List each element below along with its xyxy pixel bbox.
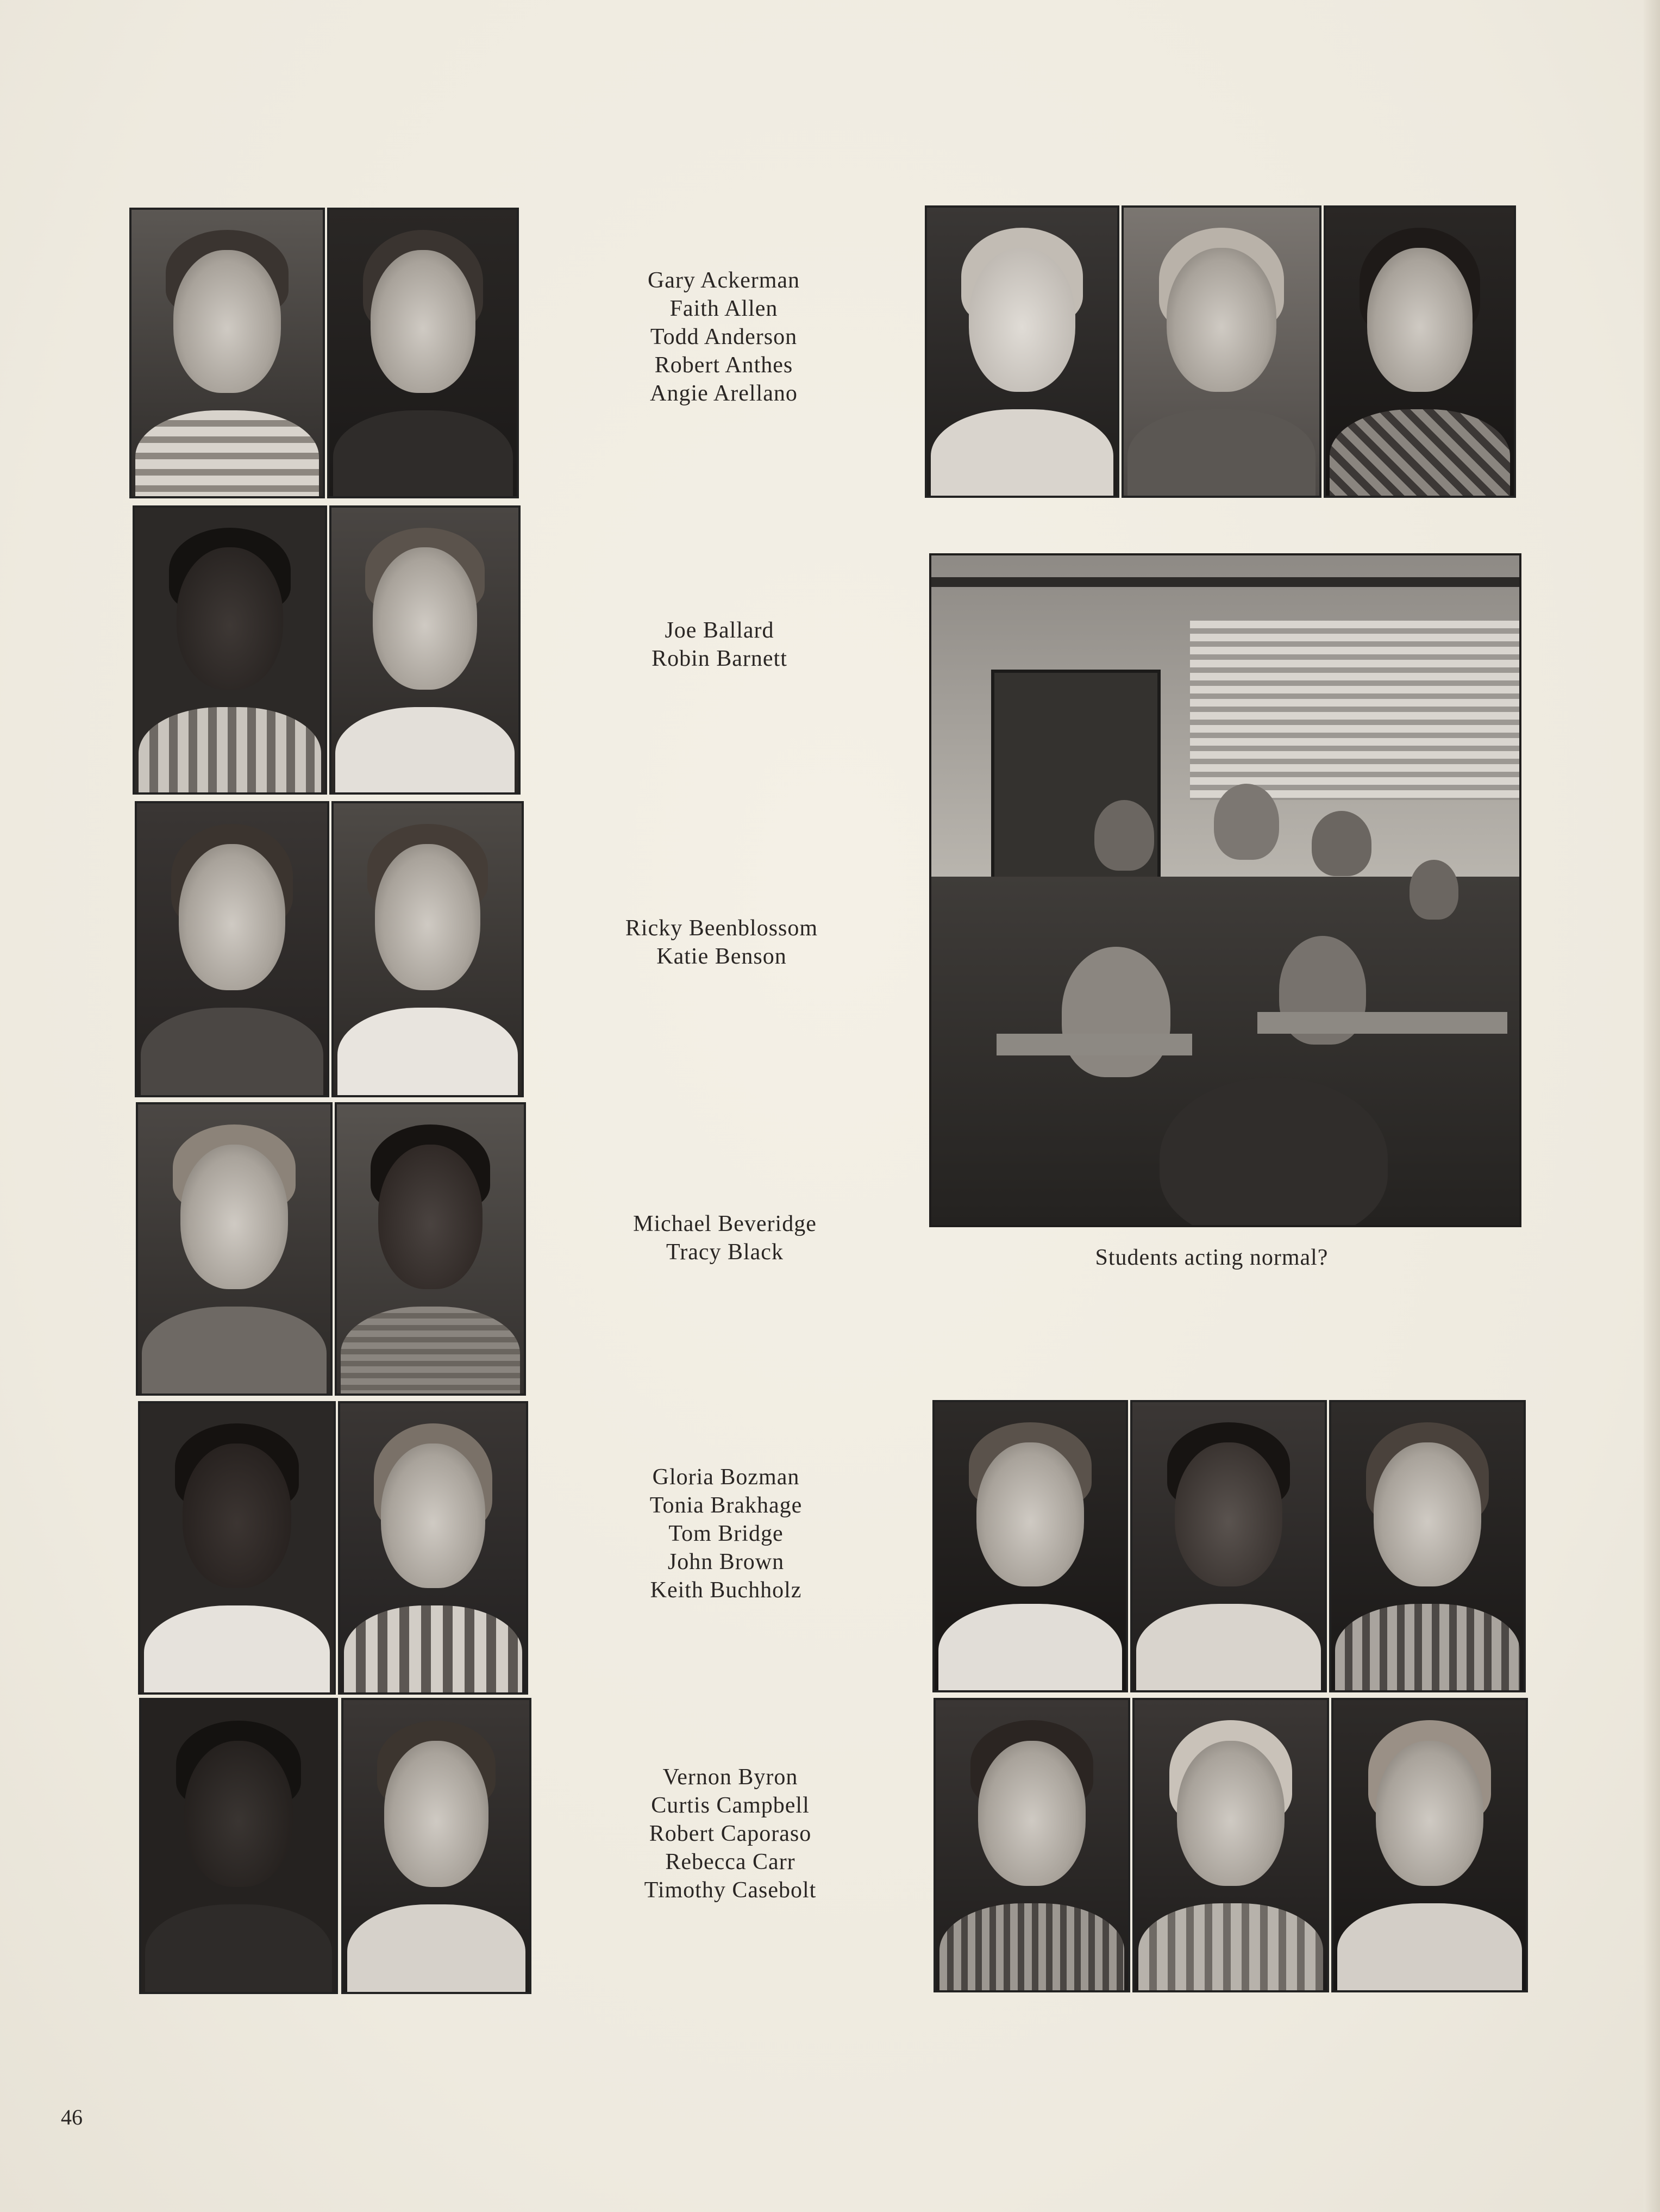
portrait-photo (329, 505, 521, 795)
student-name: Ricky Beenblossom (625, 916, 818, 941)
page-number: 46 (61, 2105, 83, 2129)
student-name: Tom Bridge (668, 1521, 784, 1546)
portrait-photo (335, 1102, 526, 1396)
student-name: Tracy Black (666, 1240, 784, 1265)
portrait-photo (925, 205, 1119, 498)
portrait-photo (1132, 1698, 1329, 1992)
portrait-photo (1130, 1400, 1327, 1692)
portrait-photo (135, 801, 329, 1097)
student-name: Todd Anderson (650, 324, 798, 349)
student-name: Faith Allen (669, 296, 778, 321)
name-list (582, 266, 865, 408)
portrait-photo (133, 505, 327, 795)
portrait-photo (331, 801, 524, 1097)
student-name: Michael Beveridge (633, 1211, 817, 1236)
student-name: Gary Ackerman (647, 268, 800, 293)
student-name: Robin Barnett (652, 646, 787, 671)
student-name: Timothy Casebolt (644, 1878, 817, 1903)
name-list (578, 616, 861, 673)
portrait-photo (1329, 1400, 1526, 1692)
student-name: Gloria Bozman (652, 1465, 800, 1490)
portrait-photo (932, 1400, 1128, 1692)
student-name: Joe Ballard (665, 618, 774, 643)
student-name: Keith Buchholz (650, 1578, 802, 1603)
portrait-photo (136, 1102, 333, 1396)
name-list (589, 1763, 872, 1904)
name-list (580, 914, 863, 971)
student-name: Katie Benson (656, 944, 787, 969)
student-name: Robert Anthes (654, 353, 793, 378)
student-name: Tonia Brakhage (649, 1493, 803, 1518)
page-edge (1644, 0, 1660, 2212)
student-name: Rebecca Carr (665, 1849, 795, 1874)
student-name: John Brown (667, 1549, 785, 1574)
portrait-photo (129, 208, 325, 498)
name-list (585, 1463, 867, 1604)
student-name: Vernon Byron (662, 1765, 798, 1790)
student-name: Angie Arellano (650, 381, 798, 406)
portrait-photo (1324, 205, 1516, 498)
portrait-photo (138, 1401, 336, 1695)
classroom-candid-photo (929, 553, 1521, 1227)
portrait-photo (934, 1698, 1130, 1992)
student-name: Robert Caporaso (649, 1821, 812, 1846)
portrait-photo (341, 1698, 531, 1994)
portrait-photo (1122, 205, 1321, 498)
photo-caption: Students acting normal? (1095, 1245, 1329, 1270)
portrait-photo (338, 1401, 528, 1695)
student-name: Curtis Campbell (651, 1793, 810, 1818)
portrait-photo (327, 208, 519, 498)
portrait-photo (139, 1698, 338, 1994)
portrait-photo (1331, 1698, 1528, 1992)
name-list (584, 1210, 866, 1266)
